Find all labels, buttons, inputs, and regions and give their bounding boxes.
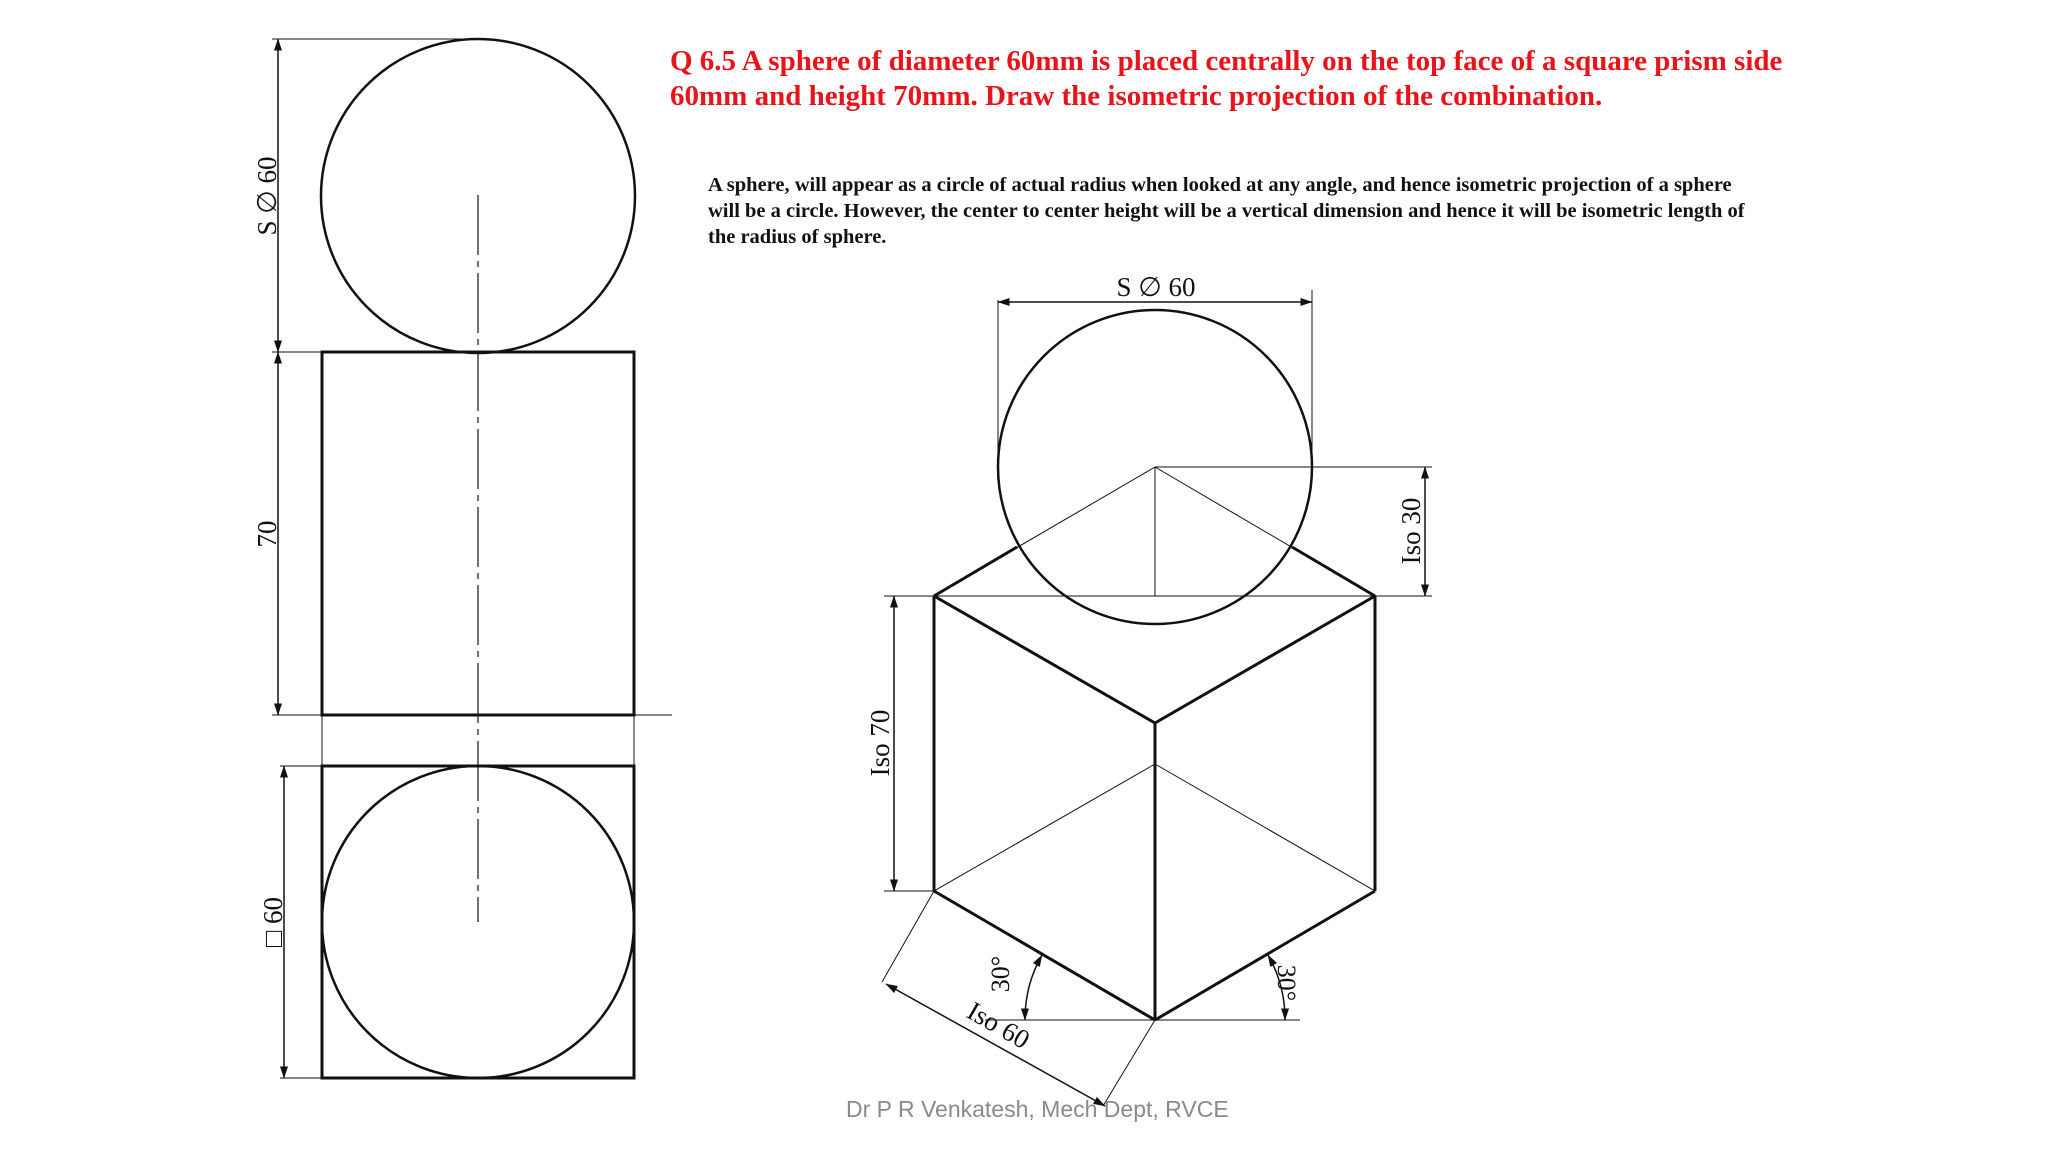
angle-arc-left [1025, 955, 1042, 1020]
extension-lines [272, 39, 672, 1078]
iso-30-dim-label: Iso 30 [1396, 497, 1426, 565]
ortho-height-dim-label: 70 [252, 520, 282, 548]
angle-label-right: 30° [1272, 964, 1301, 1002]
iso-sphere-dim-label: S ∅ 60 [1116, 272, 1196, 302]
orthographic-views [272, 39, 672, 1078]
iso-70-dim-label: Iso 70 [865, 709, 895, 777]
iso-60-dim-label: Iso 60 [962, 995, 1035, 1055]
isometric-view [882, 290, 1432, 1106]
iso-extension-lines [882, 290, 1432, 1106]
iso-dim-line-60 [886, 984, 1105, 1106]
ortho-square-dim-label: □ 60 [258, 896, 288, 948]
angle-label-left: 30° [986, 955, 1015, 993]
footer-credit: Dr P R Venkatesh, Mech Dept, RVCE [846, 1096, 1229, 1122]
ortho-sphere-dim-label: S ∅ 60 [252, 156, 282, 236]
explanation-text: A sphere, will appear as a circle of actual radius when looked at any angle, and hence isometric projection of a sphere will be a circle. However, the center to center height will be a vertical dimension and hence it will be isometric length of the radius of sphere. [708, 174, 1745, 248]
question-title: Q 6.5 A sphere of diameter 60mm is placed centrally on the top face of a square prism side 60mm and height 70mm. Draw the isometric projection of the combination. [670, 45, 1783, 112]
prism-outline [934, 547, 1375, 1020]
